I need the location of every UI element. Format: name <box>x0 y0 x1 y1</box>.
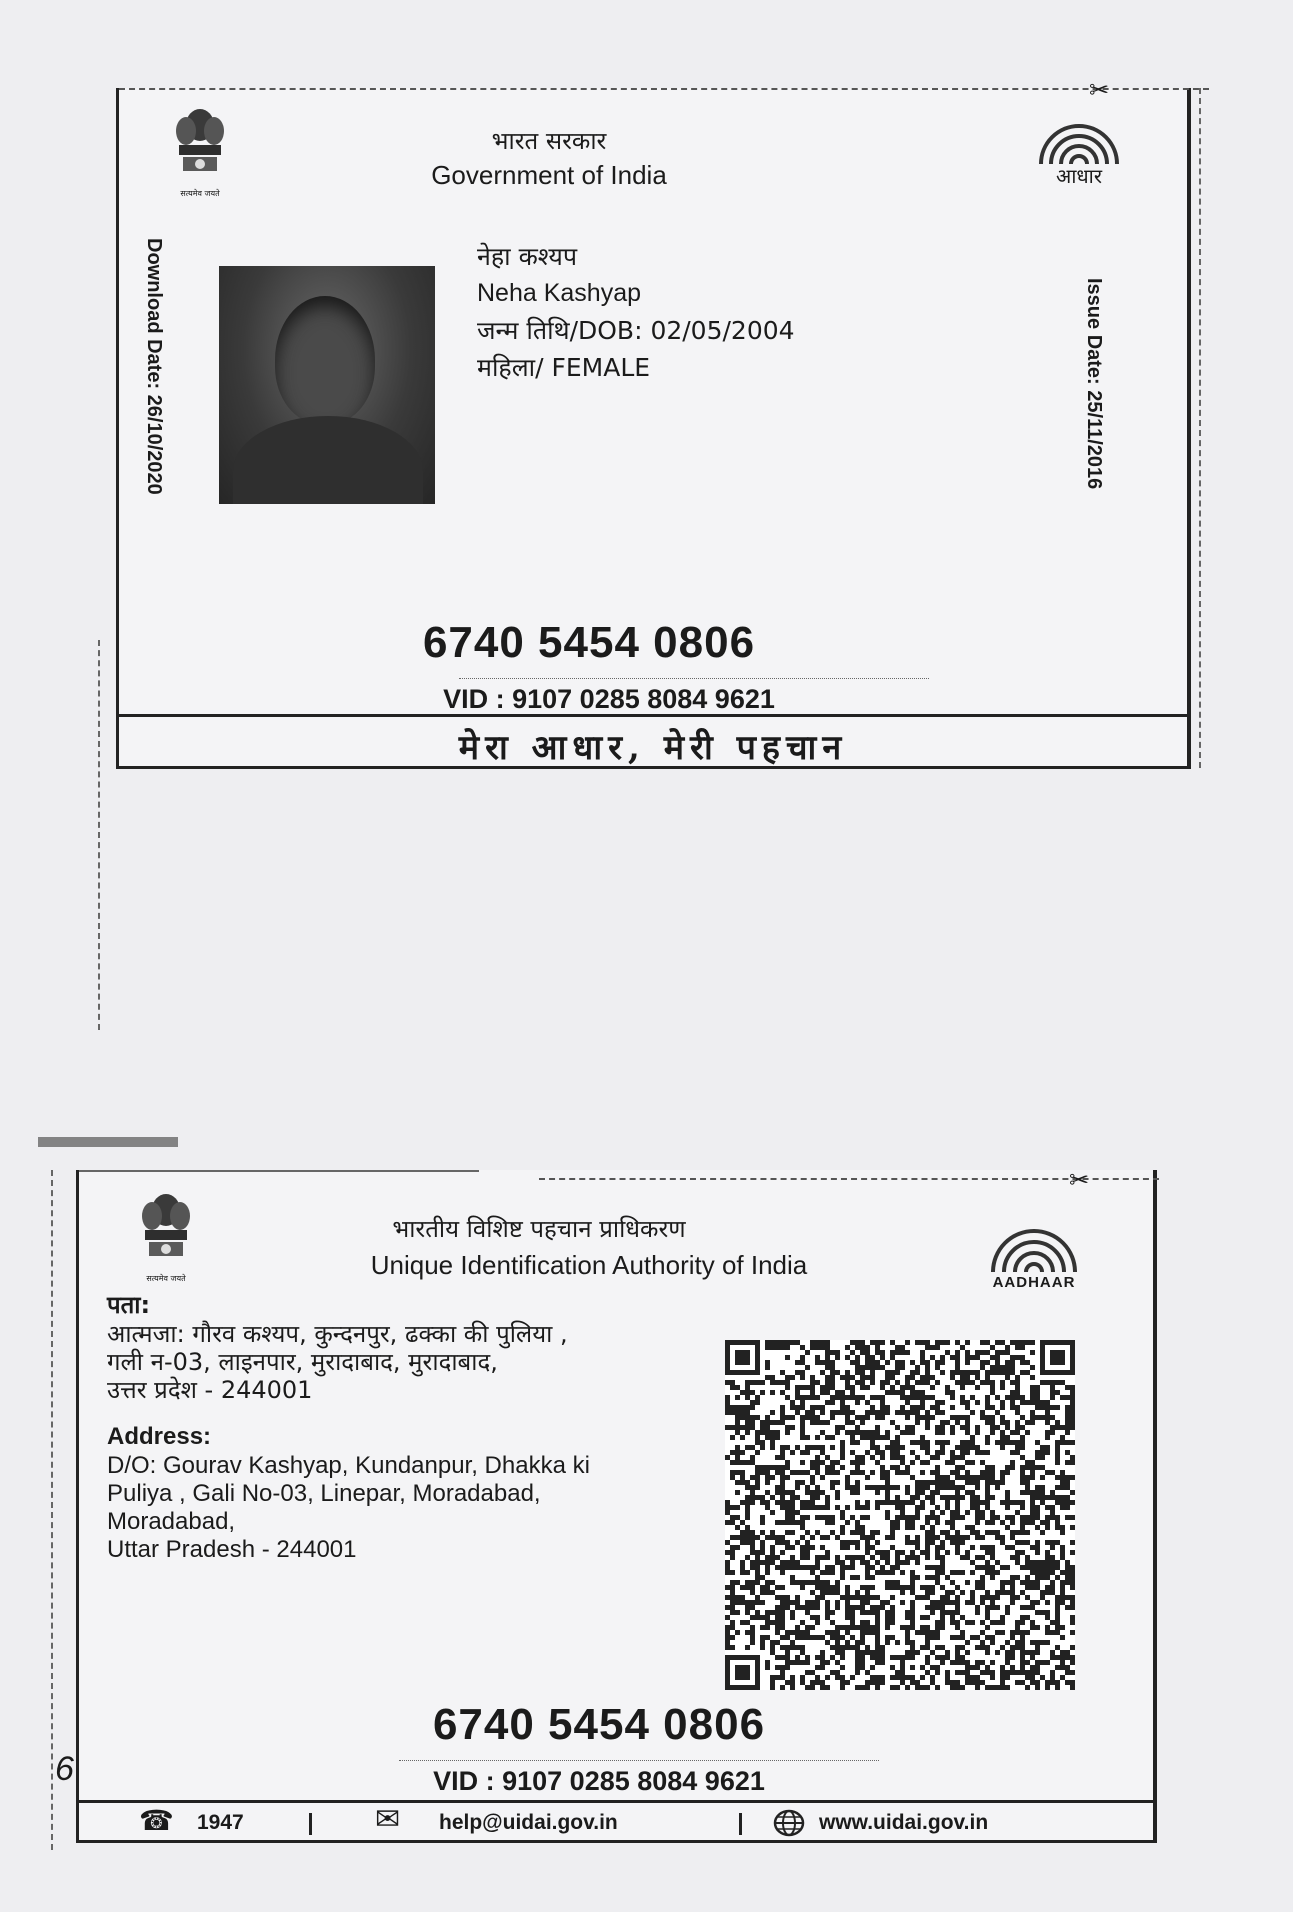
scissors-icon: ✂ <box>1089 77 1110 104</box>
national-emblem-icon-back <box>135 1188 197 1280</box>
name-english: Neha Kashyap <box>477 279 642 307</box>
emblem-caption-back: सत्यमेव जयते <box>146 1274 186 1283</box>
national-emblem-icon <box>169 103 231 195</box>
globe-icon <box>773 1809 805 1837</box>
address-english-line-4: Uttar Pradesh - 244001 <box>107 1536 357 1563</box>
qr-finder-pattern <box>725 1340 760 1375</box>
cut-line-left-back <box>51 1170 53 1850</box>
cut-line-left <box>98 640 100 1030</box>
address-label-english: Address: <box>107 1423 212 1450</box>
contact-strip <box>79 1800 1153 1841</box>
address-english-line-1: D/O: Gourav Kashyap, Kundanpur, Dhakka ki <box>107 1452 590 1479</box>
address-label-hindi: पता: <box>107 1291 151 1319</box>
photo-face <box>275 296 375 424</box>
email-address: help@uidai.gov.in <box>439 1811 618 1834</box>
address-english-line-3: Moradabad, <box>107 1508 236 1535</box>
address-hindi-line-3: उत्तर प्रदेश - 244001 <box>107 1376 313 1404</box>
qr-code <box>725 1340 1075 1690</box>
holder-photo <box>219 266 435 504</box>
qr-modules <box>725 1340 1075 1690</box>
phone-icon: ☎ <box>139 1805 174 1836</box>
personal-details <box>477 238 795 386</box>
aadhaar-logo-text-back: AADHAAR <box>992 1274 1076 1291</box>
header-hindi: भारत सरकार <box>491 127 607 155</box>
back-aadhaar-number: 6740 5454 0806 <box>432 1700 766 1749</box>
aadhaar-logo-text: आधार <box>1055 164 1103 188</box>
back-number-underline <box>399 1760 879 1761</box>
vid-number: VID : 9107 0285 8084 9621 <box>443 684 775 714</box>
cut-line-top <box>119 88 1209 90</box>
tape-mark <box>38 1137 178 1147</box>
emblem-caption: सत्यमेव जयते <box>180 189 220 198</box>
website: www.uidai.gov.in <box>819 1811 989 1834</box>
qr-finder-pattern <box>725 1655 760 1690</box>
gender: महिला/ FEMALE <box>477 353 651 382</box>
back-top-border <box>79 1170 479 1172</box>
back-header-hindi: भारतीय विशिष्ट पहचान प्राधिकरण <box>392 1215 686 1243</box>
separator-1 <box>309 1813 312 1835</box>
header-english: Government of India <box>431 160 667 190</box>
address-hindi-line-1: आत्मजा: गौरव कश्यप, कुन्दनपुर, ढक्का की पुलिया , <box>107 1320 568 1348</box>
back-vid-number: VID : 9107 0285 8084 9621 <box>433 1766 765 1796</box>
back-header-english: Unique Identification Authority of India <box>370 1250 808 1280</box>
aadhaar-front-card <box>116 77 1191 769</box>
margin-mark: 6 <box>55 1750 74 1788</box>
qr-finder-pattern <box>1040 1340 1075 1375</box>
cut-line-right <box>1199 88 1201 768</box>
name-hindi: नेहा कश्यप <box>477 242 578 271</box>
aadhaar-back-card <box>55 1167 1157 1843</box>
slogan: मेरा आधार, मेरी पहचान <box>458 728 848 768</box>
phone-number: 1947 <box>197 1811 244 1834</box>
number-underline <box>459 678 929 679</box>
issue-date: Issue Date: 25/11/2016 <box>1083 278 1105 490</box>
cut-line-top-back <box>539 1178 1159 1180</box>
email-icon: ✉ <box>375 1803 401 1836</box>
date-of-birth: जन्म तिथि/DOB: 02/05/2004 <box>477 316 795 345</box>
photo-shoulders <box>233 416 423 504</box>
scissors-icon-back: ✂ <box>1069 1167 1090 1194</box>
aadhaar-logo-icon-back <box>979 1226 1089 1276</box>
separator-2 <box>739 1813 742 1835</box>
download-date: Download Date: 26/10/2020 <box>143 238 165 495</box>
slogan-strip <box>119 714 1187 767</box>
address-english-line-2: Puliya , Gali No-03, Linepar, Moradabad, <box>107 1480 541 1507</box>
address-block <box>107 1290 747 1564</box>
aadhaar-number: 6740 5454 0806 <box>422 618 756 667</box>
address-hindi-line-2: गली न-03, लाइनपार, मुरादाबाद, मुरादाबाद, <box>107 1348 498 1376</box>
qr-code-graphic <box>725 1340 1075 1690</box>
